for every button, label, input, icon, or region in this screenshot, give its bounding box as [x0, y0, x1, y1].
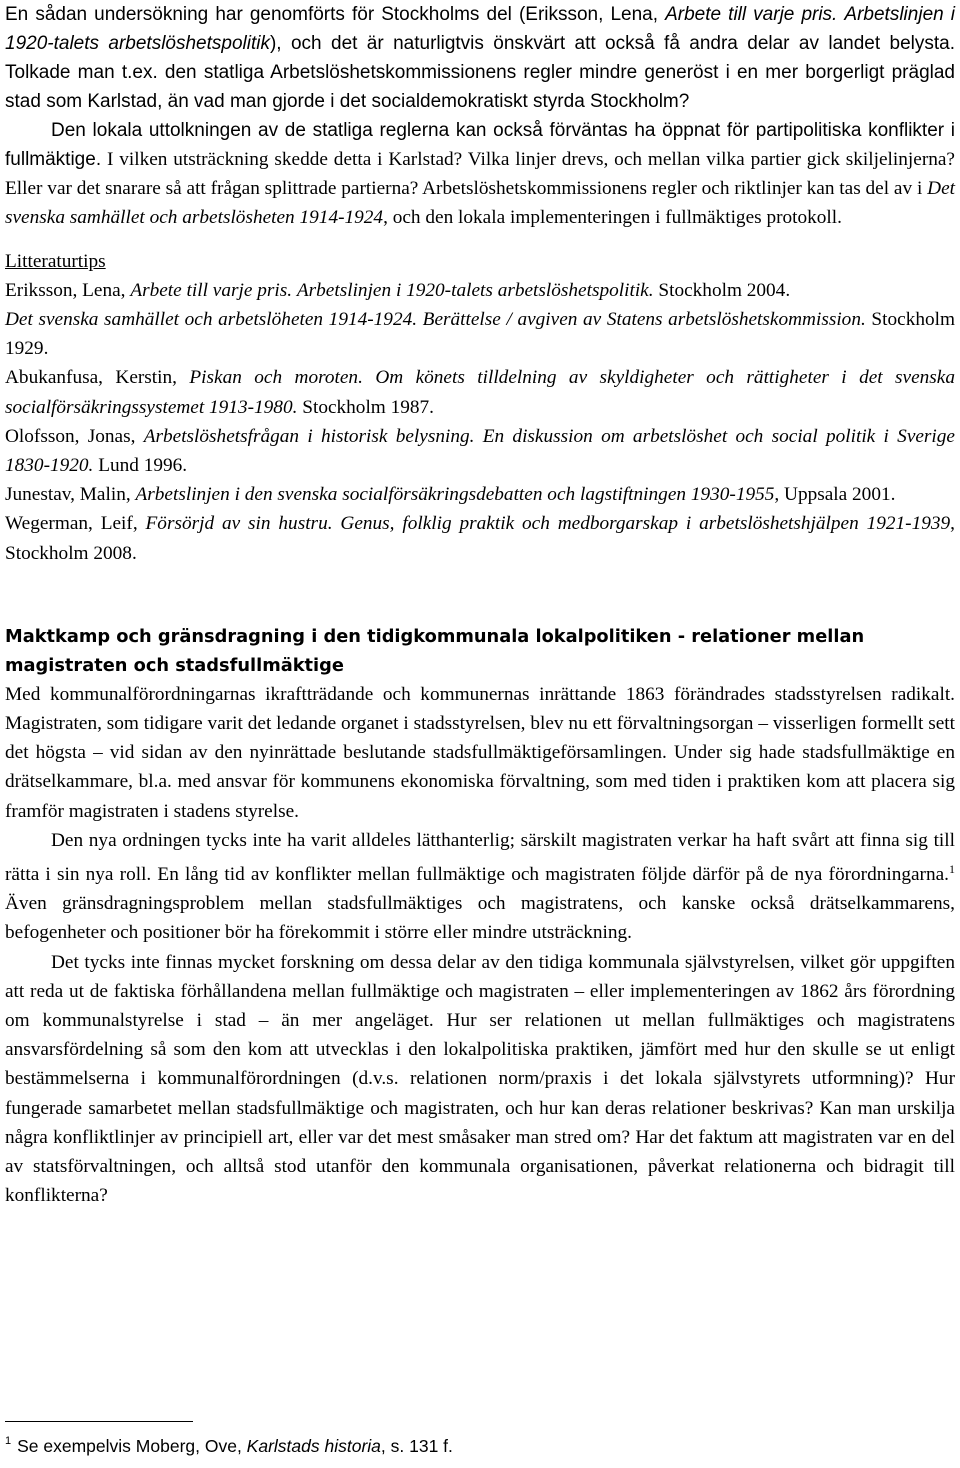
subtitle: Om könets tilldelning av skyldigheter och rättigheter i det svenska socialförsäkringssystemet 1913-1980.: [5, 367, 955, 418]
text-run: I vilken utsträckning skedde detta i Karlstad? Vilka linjer drevs, och mellan vilka partier gick skiljelinjerna? Eller var det snarare så att frågan splittrade partierna? Arbetslöshetskommissionens regler och riktlinjer kan tas del av i: [5, 149, 955, 200]
text-run: Se exempelvis Moberg, Ove,: [17, 1436, 247, 1456]
body-paragraph: Med kommunalförordningarnas ikraftträdande och kommunernas inrättande 1863 förändrades stadsstyrelsen radikalt. Magistraten, som tidigare varit det ledande organet i stadsstyrelsen, blev nu ett förvaltningsorgan – visserligen formellt sett det högsta – vid sidan av den nyinrättade beslutande stadsfullmäktigeförsamlingen. Under sig hade stadsfullmäktige en drätselkammare, bl.a. med ansvar för kommunens ekonomiska förvaltning, som med tiden i praktiken kom att placera sig framför magistraten i stadens styrelse.: [5, 683, 955, 822]
subtitle: Berättelse / avgiven av Statens arbetslöshetskommission.: [422, 309, 866, 331]
footnote-number: 1: [5, 1435, 12, 1447]
place-year: , Stockholm 2008.: [5, 513, 955, 564]
literature-item: [5, 509, 955, 567]
literature-heading: Litteraturtips: [5, 250, 106, 272]
body-paragraph: Det tycks inte finnas mycket forskning om dessa delar av den tidiga kommunala självstyrelsen, vilket gör uppgiften att reda ut de faktiska förhållandena mellan fullmäktige och magistraten – eller implementeringen av 1862 års förordning om kommunalstyrelse i stad – än mer angeläget. Hur ser relationen ut mellan fullmäktiges och magistratens ansvarsfördelning så som den kom att utvecklas i den lokalpolitiska praktiken, jämfört med hur den skulle se ut enligt bestämmelserna i kommunalförordningen (d.v.s. relationen norm/praxis i det lokala självstyrets utformning)? Hur fungerade samarbetet mellan stadsfullmäktige och magistraten, och hur kan deras relationer beskrivas? Kan man urskilja några konfliktlinjer av principiell art, eller var det mest småsaker man stred om? Har det faktum att magistraten var en del av statsförvaltningen, och alltså stod utanför den kommunala organisationen, påverkat relationerna och bidragit till konflikterna?: [5, 951, 955, 1207]
title: Arbetslinjen i den svenska socialförsäkringsdebatten och lagstiftningen 1930-1955: [135, 484, 775, 506]
literature-item: [5, 305, 955, 363]
intro-paragraph: [5, 0, 955, 116]
footnote: [5, 1426, 945, 1461]
author: Eriksson, Lena,: [5, 279, 131, 301]
book-title: Arbete till varje pris.: [665, 4, 838, 25]
text-run: , och den lokala implementeringen i fullmäktiges protokoll.: [383, 207, 842, 229]
text-run: [363, 367, 375, 388]
title: Arbete till varje pris.: [130, 279, 293, 301]
question-lead: [5, 116, 955, 233]
place-year: Stockholm 1929.: [5, 309, 955, 360]
book-subtitle: Arbetslinjen i 1920-talets arbetslöshetspolitik: [5, 4, 955, 54]
text-run: Även gränsdragningsproblem mellan stadsfullmäktiges och magistratens, och kanske också drätselkammarens, befogenheter och positioner bör ha förekommit i större eller mindre utsträckning.: [5, 893, 955, 944]
title: Arbetslöshetsfrågan i historisk belysning.: [143, 425, 475, 447]
literature-item: [5, 422, 955, 480]
literature-item: [5, 363, 955, 421]
report-title: Det svenska samhället och arbetslösheten 1914-1924: [5, 178, 955, 229]
text-run: ), och det är naturligtvis önskvärt att också få andra delar av landet belysta. Tolkade man t.ex. den statliga Arbetslöshetskommissionens regler mindre generöst i en mer borgerligt präglad stad som Karlstad, än vad man gjorde i det socialdemokratiskt styrda Stockholm?: [5, 33, 955, 112]
author: Olofsson, Jonas,: [5, 425, 144, 447]
literature-item: [5, 276, 955, 305]
title: Försörjd av sin hustru.: [145, 513, 333, 535]
subtitle: Arbetslinjen i 1920-talets arbetslöshetspolitik.: [296, 279, 654, 301]
subtitle: Genus, folklig praktik och medborgarskap i arbetslöshetshjälpen 1921-1939: [340, 513, 951, 535]
subtitle: En diskussion om arbetslöshet och social politik i Sverige 1830-1920.: [5, 425, 955, 477]
author: Junestav, Malin,: [5, 484, 136, 506]
title: Det svenska samhället och arbetslöheten 1914-1924.: [5, 309, 418, 331]
place-year: Stockholm 1987.: [297, 396, 435, 418]
place-year: , Uppsala 2001.: [774, 484, 896, 506]
document-page: [5, 0, 955, 1211]
place-year: Lund 1996.: [93, 455, 188, 477]
section-heading: Maktkamp och gränsdragning i den tidigkommunala lokalpolitiken - relationer mellan magistraten och stadsfullmäktige: [5, 625, 865, 676]
text-run: Den nya ordningen tycks inte ha varit alldeles lätthanterlig; särskilt magistraten verkar ha haft svårt att finna sig till rätta i sin nya roll. En lång tid av konflikter mellan fullmäktige och magistraten följde därför på de nya förordningarna.: [5, 829, 955, 886]
text-run: Den lokala uttolkningen av de statliga reglerna kan också förväntas ha öppnat för partipolitiska konflikter i fullmäktige.: [5, 120, 955, 170]
place-year: Stockholm 2004.: [653, 279, 791, 301]
text-run: [474, 426, 482, 447]
footnote-reference[interactable]: 1: [949, 862, 955, 877]
text-run: En sådan undersökning har genomförts för Stockholms del (Eriksson, Lena,: [5, 4, 666, 25]
literature-list: [5, 276, 955, 568]
footnote-divider: [5, 1421, 193, 1422]
title: Piskan och moroten.: [189, 367, 363, 389]
literature-item: [5, 480, 955, 509]
question-paragraph: [5, 116, 955, 233]
author: Wegerman, Leif,: [5, 513, 146, 535]
body-paragraph: [5, 826, 955, 948]
text-run: , s. 131 f.: [380, 1436, 453, 1456]
author: Abukanfusa, Kerstin,: [5, 367, 190, 389]
book-title: Karlstads historia: [246, 1436, 381, 1456]
